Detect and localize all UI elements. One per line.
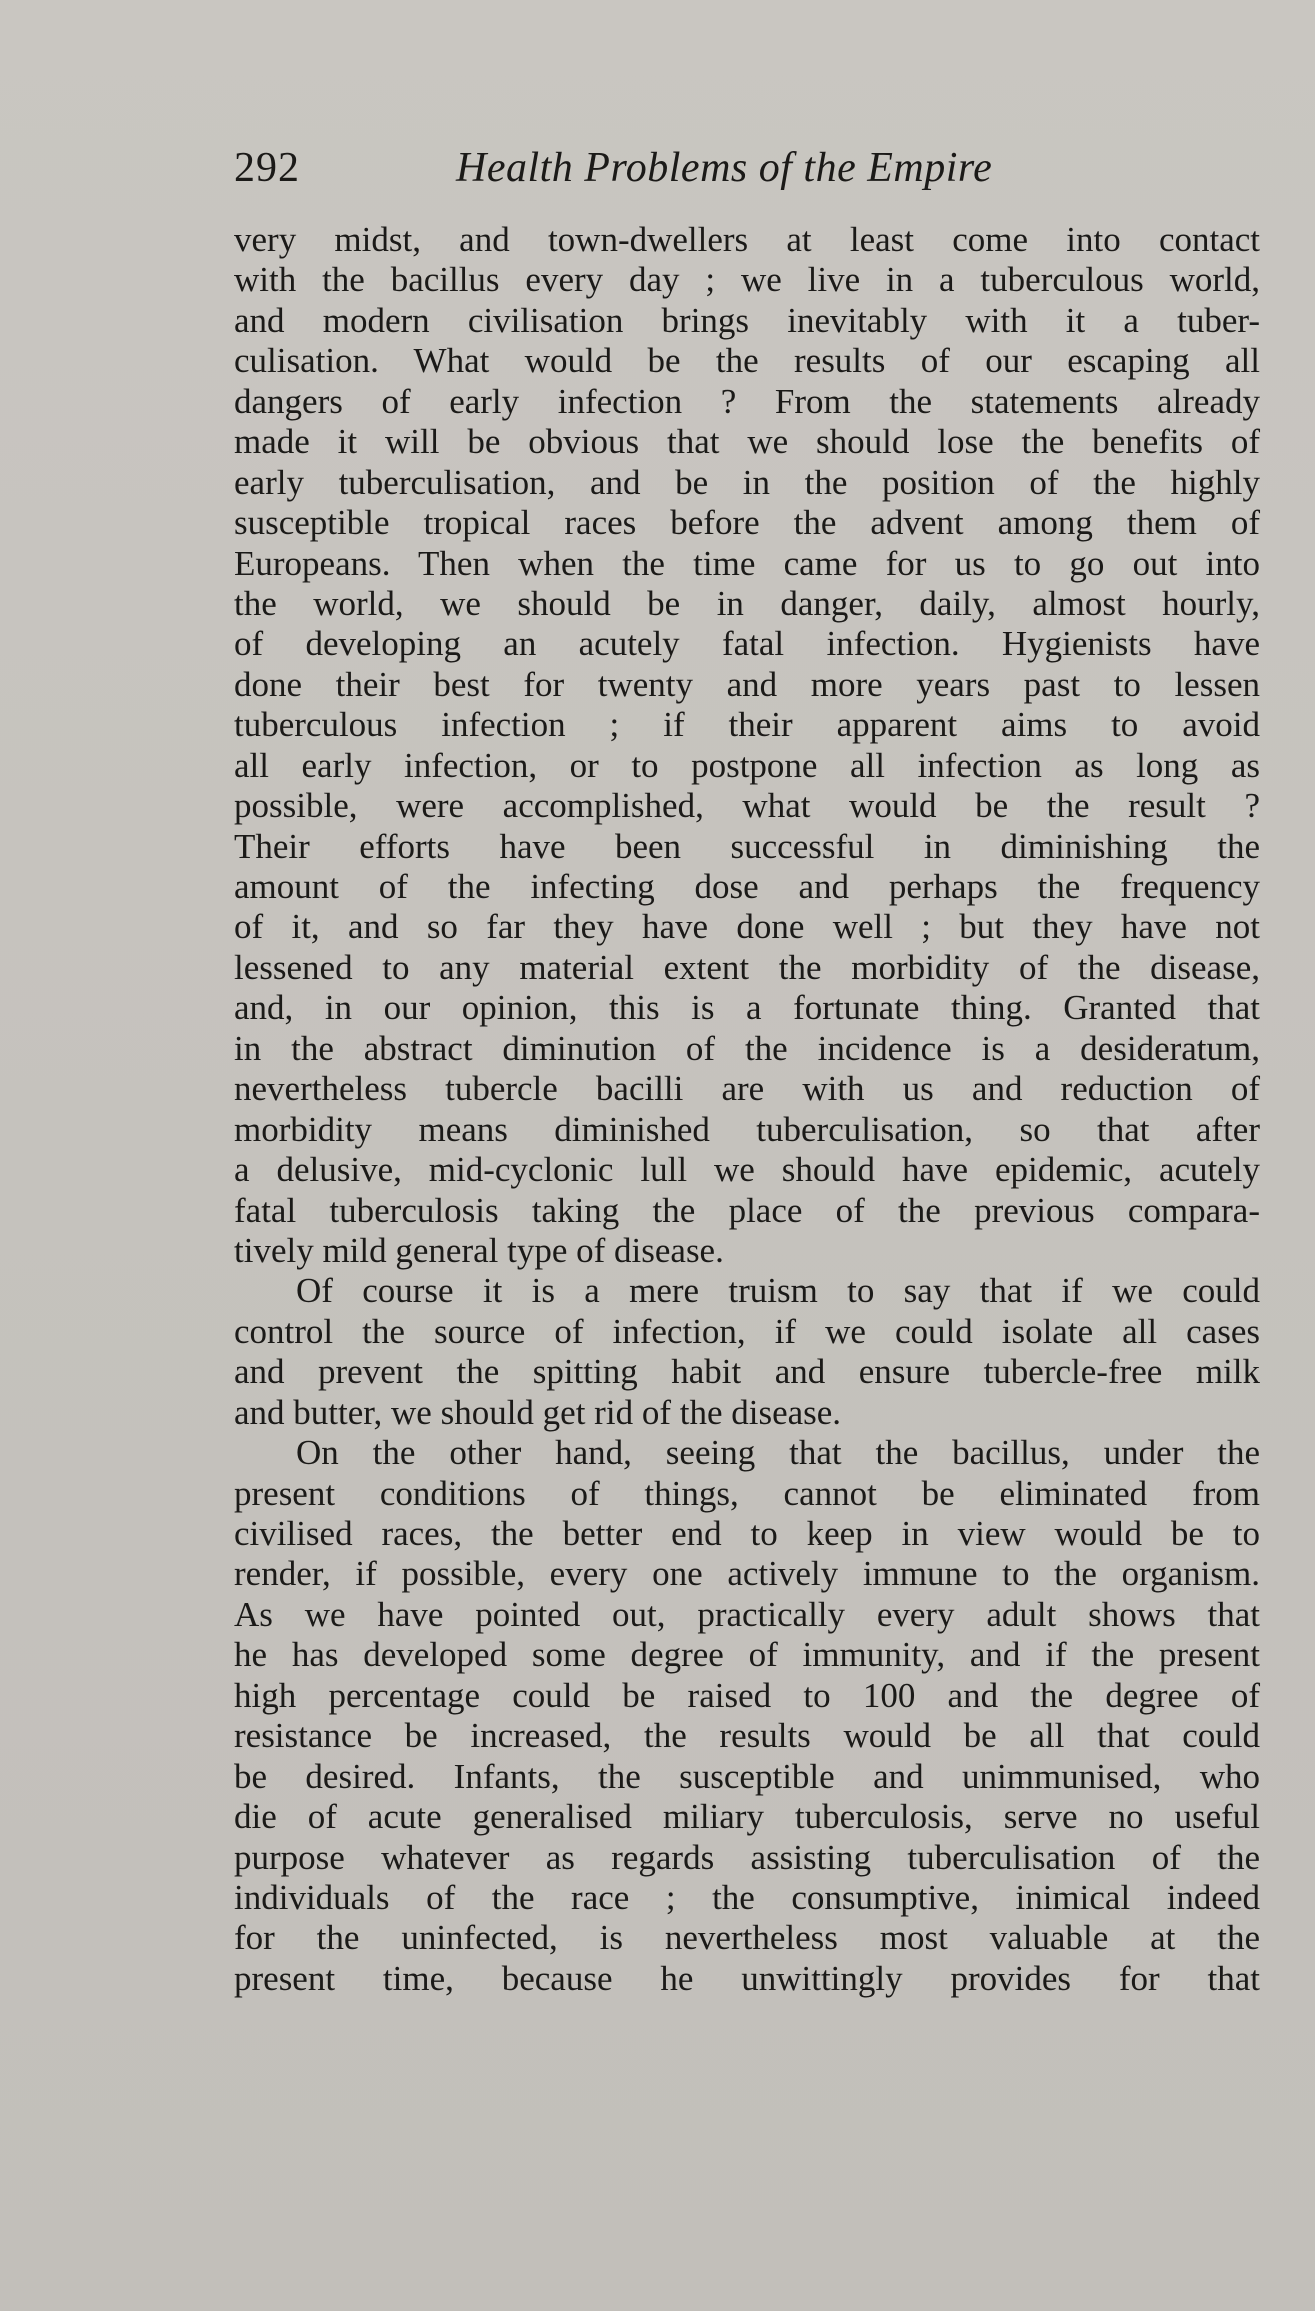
text-line: very midst, and town-dwellers at least come into contact	[234, 220, 1260, 259]
text-line: amount of the infecting dose and perhaps the frequency	[234, 867, 1260, 906]
text-line: dangers of early infection ? From the statements already	[234, 381, 1260, 421]
text-line: individuals of the race ; the consumptive, inimical indeed	[234, 1877, 1260, 1917]
text-line: of developing an acutely fatal infection. Hygienists have	[234, 624, 1260, 664]
text-line: susceptible tropical races before the advent among them of	[234, 503, 1260, 543]
text-line: die of acute generalised miliary tuberculosis, serve no useful	[234, 1797, 1260, 1837]
text-line: made it will be obvious that we should lose the benefits of	[234, 422, 1260, 462]
text-line: purpose whatever as regards assisting tuberculisation of the	[234, 1837, 1260, 1877]
page-number: 292	[234, 145, 300, 191]
text-line: resistance be increased, the results would be all that could	[234, 1716, 1260, 1756]
text-line: early tuberculisation, and be in the position of the highly	[234, 462, 1260, 502]
text-line: of it, and so far they have done well ; but they have not	[234, 907, 1260, 947]
paragraph-start-line: Of course it is a mere truism to say that if we could	[296, 1271, 1260, 1311]
running-head	[234, 140, 1096, 202]
text-line: control the source of infection, if we could isolate all cases	[234, 1311, 1260, 1351]
text-line: he has developed some degree of immunity, and if the present	[234, 1635, 1260, 1675]
text-line: present conditions of things, cannot be eliminated from	[234, 1473, 1260, 1513]
text-line: and prevent the spitting habit and ensure tubercle-free milk	[234, 1352, 1260, 1392]
body-text	[234, 220, 1260, 1999]
text-line: all early infection, or to postpone all infection as long as	[234, 745, 1260, 785]
text-line: As we have pointed out, practically every adult shows that	[234, 1594, 1260, 1634]
paragraph-end-line: and butter, we should get rid of the disease.	[234, 1392, 842, 1432]
text-line: Europeans. Then when the time came for us to go out into	[234, 543, 1260, 583]
text-line: culisation. What would be the results of our escaping all	[234, 341, 1260, 381]
text-line: present time, because he unwittingly provides for that	[234, 1958, 1260, 1998]
text-line: be desired. Infants, the susceptible and unimmunised, who	[234, 1756, 1260, 1796]
text-line: civilised races, the better end to keep in view would be to	[234, 1514, 1260, 1553]
text-line: possible, were accomplished, what would be the result ?	[234, 786, 1260, 826]
text-line: Their efforts have been successful in diminishing the	[234, 826, 1260, 866]
text-line: fatal tuberculosis taking the place of the previous compara-	[234, 1190, 1260, 1230]
text-line: nevertheless tubercle bacilli are with us and reduction of	[234, 1069, 1260, 1109]
text-line: the world, we should be in danger, daily, almost hourly,	[234, 583, 1260, 623]
text-line: done their best for twenty and more years past to lessen	[234, 664, 1260, 704]
text-line: in the abstract diminution of the incidence is a desideratum,	[234, 1028, 1260, 1068]
paragraph-start-line: On the other hand, seeing that the bacillus, under the	[296, 1433, 1260, 1473]
text-line: high percentage could be raised to 100 and the degree of	[234, 1675, 1260, 1715]
text-line: a delusive, mid-cyclonic lull we should have epidemic, acutely	[234, 1150, 1260, 1190]
text-line: tuberculous infection ; if their apparent aims to avoid	[234, 705, 1260, 745]
paragraph-end-line: tively mild general type of disease.	[234, 1230, 724, 1270]
text-line: with the bacillus every day ; we live in a tuberculous world,	[234, 260, 1260, 300]
text-line: morbidity means diminished tuberculisation, so that after	[234, 1109, 1260, 1149]
text-line: lessened to any material extent the morbidity of the disease,	[234, 947, 1260, 987]
running-title: Health Problems of the Empire	[456, 145, 993, 191]
text-line: and modern civilisation brings inevitably with it a tuber-	[234, 300, 1260, 340]
text-line: and, in our opinion, this is a fortunate thing. Granted that	[234, 988, 1260, 1028]
text-line: render, if possible, every one actively immune to the organism.	[234, 1554, 1260, 1594]
text-line: for the uninfected, is nevertheless most valuable at the	[234, 1918, 1260, 1958]
